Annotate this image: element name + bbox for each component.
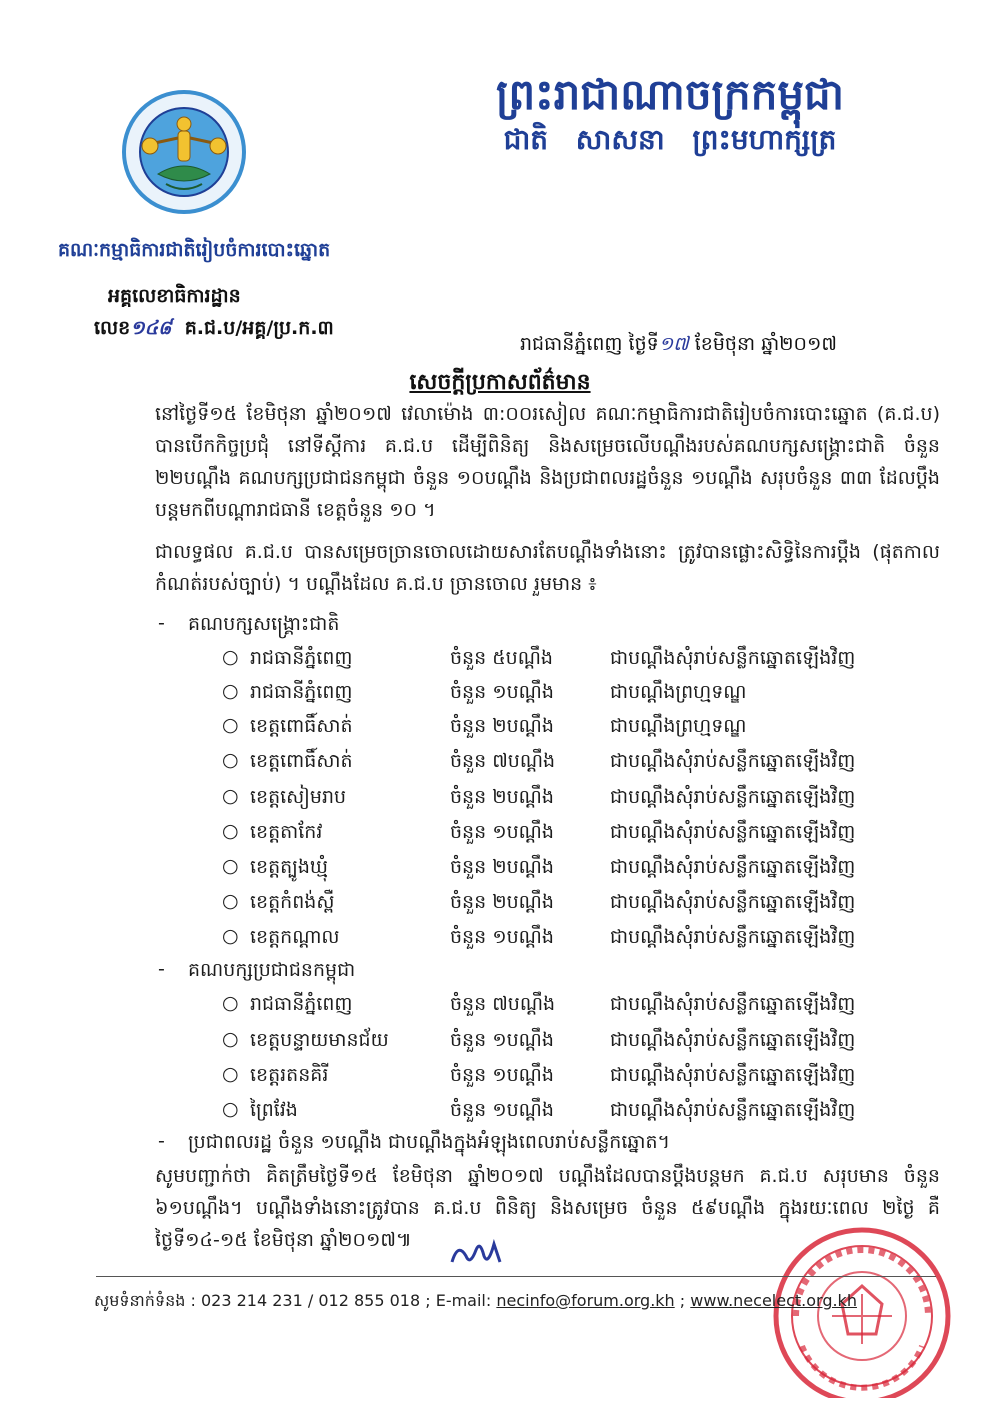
row-place: ខេត្តត្បូងឃ្មុំ: [250, 856, 329, 878]
bullet-icon: ○: [222, 820, 239, 842]
row-type: ជាបណ្តឹងសុំរាប់សន្លឹកឆ្នោតឡើងវិញ: [610, 891, 856, 913]
row-place: ខេត្តកណ្តាល: [250, 926, 340, 948]
bullet-icon: ○: [222, 714, 239, 736]
party2-heading: - គណបក្សប្រជាជនកម្ពុជា: [158, 958, 165, 980]
row-type: ជាបណ្តឹងសុំរាប់សន្លឹកឆ្នោតឡើងវិញ: [610, 926, 856, 948]
row-place: ខេត្តពោធិ៍សាត់: [250, 750, 353, 772]
row-count: ចំនួន ២បណ្តឹង: [450, 786, 554, 808]
list-item: [0, 890, 1000, 924]
row-type: ជាបណ្តឹងសុំរាប់សន្លឹកឆ្នោតឡើងវិញ: [610, 647, 856, 669]
paragraph-3-text: សូមបញ្ជាក់ថា គិតត្រឹមថ្ងៃទី១៥ ខែមិថុនា ឆ្នាំ២០១៧ បណ្តឹងដែលបានប្តឹងបន្តមក គ.ជ.ប សរុបមាន ចំនួន ៦១បណ្តឹង។ បណ្តឹងទាំងនោះត្រូវបាន គ.ជ.ប ពិនិត្យ និងសម្រេច ចំនួន ៥៩បណ្តឹង ក្នុងរយៈពេល ២ថ្ងៃ គឺថ្ងៃទី១៤-១៥ ខែមិថុនា ឆ្នាំ២០១៧៕: [155, 1165, 940, 1251]
row-place: ខេត្តរតនគិរី: [250, 1064, 329, 1086]
row-count: ចំនួន ៥បណ្តឹង: [450, 647, 553, 669]
document-date: [520, 332, 837, 360]
citizen-complaint: - ប្រជាពលរដ្ឋ ចំនួន ១បណ្តឹង ជាបណ្តឹងក្នុងអំឡុងពេលរាប់សន្លឹកឆ្នោត។: [158, 1130, 165, 1152]
row-count: ចំនួន ៧បណ្តឹង: [450, 993, 556, 1015]
row-type: ជាបណ្តឹងសុំរាប់សន្លឹកឆ្នោតឡើងវិញ: [610, 993, 856, 1015]
date-handwritten-day: ១៧: [658, 333, 689, 355]
date-prefix: រាជធានីភ្នំពេញ ថ្ងៃទី: [520, 333, 659, 355]
reference-number: [94, 316, 334, 344]
row-type: ជាបណ្តឹងសុំរាប់សន្លឹកឆ្នោតឡើងវិញ: [610, 786, 856, 808]
row-place: រាជធានីភ្នំពេញ: [250, 681, 353, 703]
party2-label: គណបក្សប្រជាជនកម្ពុជា: [188, 959, 356, 981]
row-type: ជាបណ្តឹងសុំរាប់សន្លឹកឆ្នោតឡើងវិញ: [610, 1099, 856, 1121]
list-item: [0, 925, 1000, 959]
committee-name: គណៈកម្មាធិការជាតិរៀបចំការបោះឆ្នោត: [58, 239, 331, 261]
row-type: ជាបណ្តឹងសុំរាប់សន្លឹកឆ្នោតឡើងវិញ: [610, 856, 856, 878]
row-count: ចំនួន ១បណ្តឹង: [450, 821, 554, 843]
bullet-icon: ○: [222, 992, 239, 1014]
bullet-icon: ○: [222, 680, 239, 702]
ref-handwritten-number: ១៤៨: [130, 317, 172, 339]
contact-phones: 023 214 231 / 012 855 018 ;: [200, 1291, 431, 1310]
row-count: ចំនួន ១បណ្តឹង: [450, 1099, 554, 1121]
national-motto: ជាតិ សាសនា ព្រះមហាក្សត្រ: [503, 123, 837, 156]
bullet-icon: ○: [222, 1028, 239, 1050]
row-type: ជាបណ្តឹងសុំរាប់សន្លឹកឆ្នោតឡើងវិញ: [610, 821, 856, 843]
list-item: [0, 714, 1000, 748]
paragraph-2-text: ជាលទ្ធផល គ.ជ.ប បានសម្រេចច្រានចោលដោយសារតែបណ្តឹងទាំងនោះ ត្រូវបានផ្លោះសិទ្ធិនៃការប្តឹង (ផុតកាលកំណត់របស់ច្បាប់) ។ បណ្តឹងដែល គ.ជ.ប ច្រានចោល រួមមាន ៖: [155, 541, 940, 595]
document-title: សេចក្តីប្រកាសព័ត៌មាន: [409, 370, 591, 395]
row-count: ចំនួន ២បណ្តឹង: [450, 715, 554, 737]
email-label: E-mail:: [435, 1291, 492, 1310]
list-item: [0, 749, 1000, 783]
row-count: ចំនួន ១បណ្តឹង: [450, 1029, 554, 1051]
row-place: ខេត្តសៀមរាប: [250, 786, 347, 808]
row-type: ជាបណ្តឹងព្រហ្មទណ្ឌ: [610, 681, 747, 703]
row-count: ចំនួន ១បណ្តឹង: [450, 926, 554, 948]
row-type: ជាបណ្តឹងព្រហ្មទណ្ឌ: [610, 715, 747, 737]
list-item: [0, 855, 1000, 889]
ref-suffix: គ.ជ.ប/អគ្គ/ប្រ.ក.៣: [184, 317, 334, 339]
row-place: ខេត្តពោធិ៍សាត់: [250, 715, 353, 737]
contact-label: សូមទំនាក់ទំនង :: [94, 1291, 196, 1310]
bullet-icon: ○: [222, 890, 239, 912]
bullet-icon: ○: [222, 925, 239, 947]
list-item: [0, 1028, 1000, 1062]
row-type: ជាបណ្តឹងសុំរាប់សន្លឹកឆ្នោតឡើងវិញ: [610, 1064, 856, 1086]
bullet-icon: ○: [222, 1098, 239, 1120]
row-place: ព្រៃវែង: [250, 1099, 298, 1121]
row-count: ចំនួន ២បណ្តឹង: [450, 856, 554, 878]
party1-heading: - គណបក្សសង្គ្រោះជាតិ: [158, 612, 165, 634]
bullet-icon: ○: [222, 785, 239, 807]
citizen-line: ប្រជាពលរដ្ឋ ចំនួន ១បណ្តឹង ជាបណ្តឹងក្នុងអំឡុងពេលរាប់សន្លឹកឆ្នោត។: [188, 1131, 671, 1153]
row-place: រាជធានីភ្នំពេញ: [250, 993, 353, 1015]
ref-prefix: លេខ: [94, 317, 131, 339]
bullet-icon: ○: [222, 1063, 239, 1085]
row-type: ជាបណ្តឹងសុំរាប់សន្លឹកឆ្នោតឡើងវិញ: [610, 750, 856, 772]
list-item: [0, 646, 1000, 680]
paragraph-1-text: នៅថ្ងៃទី១៥ ខែមិថុនា ឆ្នាំ២០១៧ វេលាម៉ោង ៣:០០រសៀល គណៈកម្មាធិការជាតិរៀបចំការបោះឆ្នោត (គ.ជ.ប) បានបើកកិច្ចប្រជុំ នៅទីស្តីការ គ.ជ.ប ដើម្បីពិនិត្យ និងសម្រេចលើបណ្តឹងរបស់គណបក្សសង្គ្រោះជាតិ ចំនួន ២២បណ្តឹង គណបក្សប្រជាជនកម្ពុជា ចំនួន ១០បណ្តឹង និងប្រជាពលរដ្ឋចំនួន ១បណ្តឹង សរុបចំនួន ៣៣ ដែលប្តឹងបន្តមកពីបណ្តារាជធានី ខេត្តចំនួន ១០ ។: [155, 403, 940, 521]
row-count: ចំនួន ៧បណ្តឹង: [450, 750, 556, 772]
row-count: ចំនួន ១បណ្តឹង: [450, 1064, 554, 1086]
row-place: ខេត្តតាកែវ: [250, 821, 323, 843]
footer-divider: [96, 1276, 936, 1277]
bullet-icon: ○: [222, 855, 239, 877]
list-item: [0, 820, 1000, 854]
row-place: ខេត្តកំពង់ស្ពឺ: [250, 891, 335, 913]
list-item: [0, 785, 1000, 819]
list-item: [0, 992, 1000, 1026]
email-link[interactable]: necinfo@forum.org.kh: [496, 1291, 675, 1310]
list-item: [0, 1098, 1000, 1132]
nec-logo: [120, 88, 248, 216]
row-place: រាជធានីភ្នំពេញ: [250, 647, 353, 669]
list-item: [0, 680, 1000, 714]
row-type: ជាបណ្តឹងសុំរាប់សន្លឹកឆ្នោតឡើងវិញ: [610, 1029, 856, 1051]
signature-initial: [448, 1232, 508, 1272]
website-link[interactable]: www.necelect.org.kh: [690, 1291, 857, 1310]
secretariat-name: អគ្គលេខាធិការដ្ឋាន: [108, 285, 241, 307]
row-count: ចំនួន ១បណ្តឹង: [450, 681, 554, 703]
list-item: [0, 1063, 1000, 1097]
bullet-icon: ○: [222, 749, 239, 771]
party1-label: គណបក្សសង្គ្រោះជាតិ: [188, 613, 340, 635]
bullet-icon: ○: [222, 646, 239, 668]
paragraph-1: [155, 398, 940, 526]
kingdom-title: ព្រះរាជាណាចក្រកម្ពុជា: [495, 70, 845, 119]
row-place: ខេត្តបន្ទាយមានជ័យ: [250, 1029, 389, 1051]
row-count: ចំនួន ២បណ្តឹង: [450, 891, 554, 913]
footer-separator: ;: [679, 1291, 686, 1310]
date-suffix: ខែមិថុនា ឆ្នាំ២០១៧: [694, 333, 837, 355]
footer-contact: [94, 1290, 857, 1314]
paragraph-2: [155, 536, 940, 600]
